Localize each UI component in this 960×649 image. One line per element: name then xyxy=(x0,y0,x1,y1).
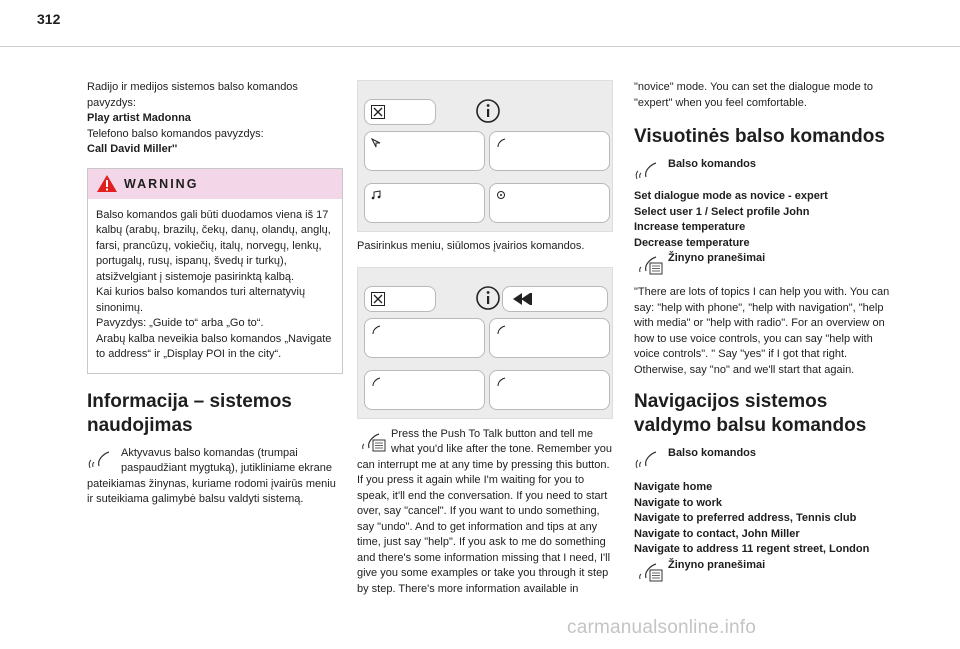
general-messages-label: Žinyno pranešimai xyxy=(668,252,766,264)
screen-menu-1 xyxy=(357,80,613,232)
command-item: Navigate to contact, John Miller xyxy=(634,527,800,540)
general-voice-label: Balso komandos xyxy=(668,158,757,170)
warning-title: WARNING xyxy=(124,176,199,191)
warning-text-arabic: Arabų kalba neveikia balso komandos „Navigate to address“ ir „Display POI in the city“. xyxy=(96,332,332,360)
column-middle xyxy=(357,80,613,597)
general-messages-label-row xyxy=(634,251,894,275)
voice-command-icon xyxy=(634,446,664,470)
warning-triangle-icon xyxy=(96,174,118,193)
intro-radio-text: Radijo ir medijos sistemos balso komandos pavyzdys: xyxy=(87,81,298,109)
command-item: Select user 1 / Select profile John xyxy=(634,205,810,218)
column-right xyxy=(634,80,894,582)
info-icon[interactable] xyxy=(475,285,501,311)
screen-menu-phone[interactable] xyxy=(489,131,610,171)
nav-messages-label: Žinyno pranešimai xyxy=(668,558,766,571)
info-text: Aktyvavus balso komandas (trumpai paspaudžiant mygtuką), jutikliniame ekrane pateikiamas žinynas, kuriame rodomi įvairūs meniu ir suteikiama galimybė balsu valdyti sistemą. xyxy=(87,446,336,505)
navigation-arrow-icon xyxy=(371,138,381,148)
help-message-paragraph xyxy=(357,427,613,598)
info-paragraph xyxy=(87,446,343,508)
header-divider xyxy=(0,46,960,47)
intro-phone-example: Call David Miller'' xyxy=(87,143,178,155)
screen-menu-radio[interactable] xyxy=(489,183,610,223)
voice-command-icon xyxy=(634,157,664,181)
help-message-icon xyxy=(634,558,664,582)
info-heading: Informacija – sistemos naudojimas xyxy=(87,390,292,436)
general-commands-list xyxy=(634,189,894,251)
warning-box xyxy=(87,168,343,374)
phone-icon xyxy=(371,377,381,387)
command-item: Navigate to preferred address, Tennis club xyxy=(634,512,857,524)
close-icon xyxy=(371,105,385,119)
close-icon xyxy=(371,292,385,306)
general-commands-heading: Visuotinės balso komandos xyxy=(634,126,885,147)
phone-icon xyxy=(496,325,506,335)
screen2-option-4[interactable] xyxy=(489,370,610,410)
command-item: Increase temperature xyxy=(634,221,746,233)
screen2-option-3[interactable] xyxy=(364,370,485,410)
help-message-icon xyxy=(357,427,387,453)
warning-text-synonyms: Kai kurios balso komandos turi alternatyvių sinonimų. xyxy=(96,286,306,314)
nav-voice-label: Balso komandos xyxy=(668,447,757,459)
screen-menu-2 xyxy=(357,267,613,419)
info-icon[interactable] xyxy=(475,98,501,124)
screen2-option-2[interactable] xyxy=(489,318,610,358)
help-message-icon xyxy=(634,251,664,275)
warning-text-languages: Balso komandos gali būti duodamos viena iš 17 kalbų (arabų, brazilų, čekų, danų, olandų, anglų, farsi, prancūzų, vokiečių, italų, norvegų, lenkų, portugalų, rusų, ispanų, švedų ir turkų), atsižvelgiant į sistemoje pasirinktą kalbą. xyxy=(96,208,331,283)
warning-header xyxy=(88,169,342,199)
warning-body xyxy=(88,199,342,373)
screen2-close-button[interactable] xyxy=(364,286,436,312)
warning-text-example: Pavyzdys: „Guide to“ arba „Go to“. xyxy=(96,317,264,329)
continued-text: "novice" mode. You can set the dialogue mode to "expert" when you feel comfortable. xyxy=(634,81,873,109)
phone-icon xyxy=(371,325,381,335)
intro-block xyxy=(87,80,343,158)
navigation-commands-heading: Navigacijos sistemos valdymo balsu komandos xyxy=(634,391,867,436)
navigation-commands-list xyxy=(634,480,894,558)
help-message-text: Press the Push To Talk button and tell me what you'd like after the tone. Remember you can interrupt me at any time by pressing this button. If you press it again while I'm waiting for you to speak, it'll end the conversation. If you need to start over, say "cancel". If you want to undo something, say "undo". And to get information and tips at any time, just say "help". If you ask to me do something and there's some information missing that I need, I'll give you some examples or take you through it step by step. There's more information available in xyxy=(357,427,612,595)
nav-voice-label-row xyxy=(634,446,894,472)
command-item: Navigate home xyxy=(634,481,713,493)
general-help-message: "There are lots of topics I can help you with. You can say: "help with phone", "help with navigation", "help with media" or "help with radio". For an overview on how to use voice controls, you can say "help with voice controls". " Say "yes" if I got that right. Otherwise, say "no" and we'll start that again. xyxy=(634,286,890,376)
column-left xyxy=(87,80,343,508)
screen-menu-media[interactable] xyxy=(364,183,485,223)
command-item: Navigate to address 11 regent street, London xyxy=(634,543,870,555)
screen2-back-button[interactable] xyxy=(502,286,608,312)
nav-messages-label-row xyxy=(634,558,894,582)
rewind-back-icon xyxy=(513,292,533,306)
page-number: 312 xyxy=(37,11,61,27)
screen-close-button[interactable] xyxy=(364,99,436,125)
music-note-icon xyxy=(371,190,381,200)
command-item: Navigate to work xyxy=(634,496,723,509)
command-item: Decrease temperature xyxy=(634,236,750,249)
radio-icon xyxy=(496,190,506,200)
intro-phone-text: Telefono balso komandos pavyzdys: xyxy=(87,127,264,140)
screen2-option-1[interactable] xyxy=(364,318,485,358)
screen-menu-navigation[interactable] xyxy=(364,131,485,171)
voice-command-icon xyxy=(87,446,117,470)
watermark: carmanualsonline.info xyxy=(567,617,757,638)
phone-icon xyxy=(496,138,506,148)
command-item: Set dialogue mode as novice - expert xyxy=(634,190,828,202)
phone-icon xyxy=(496,377,506,387)
intro-radio-example: Play artist Madonna xyxy=(87,112,191,124)
screen-caption: Pasirinkus meniu, siūlomos įvairios komandos. xyxy=(357,240,585,252)
general-voice-label-row xyxy=(634,157,894,183)
